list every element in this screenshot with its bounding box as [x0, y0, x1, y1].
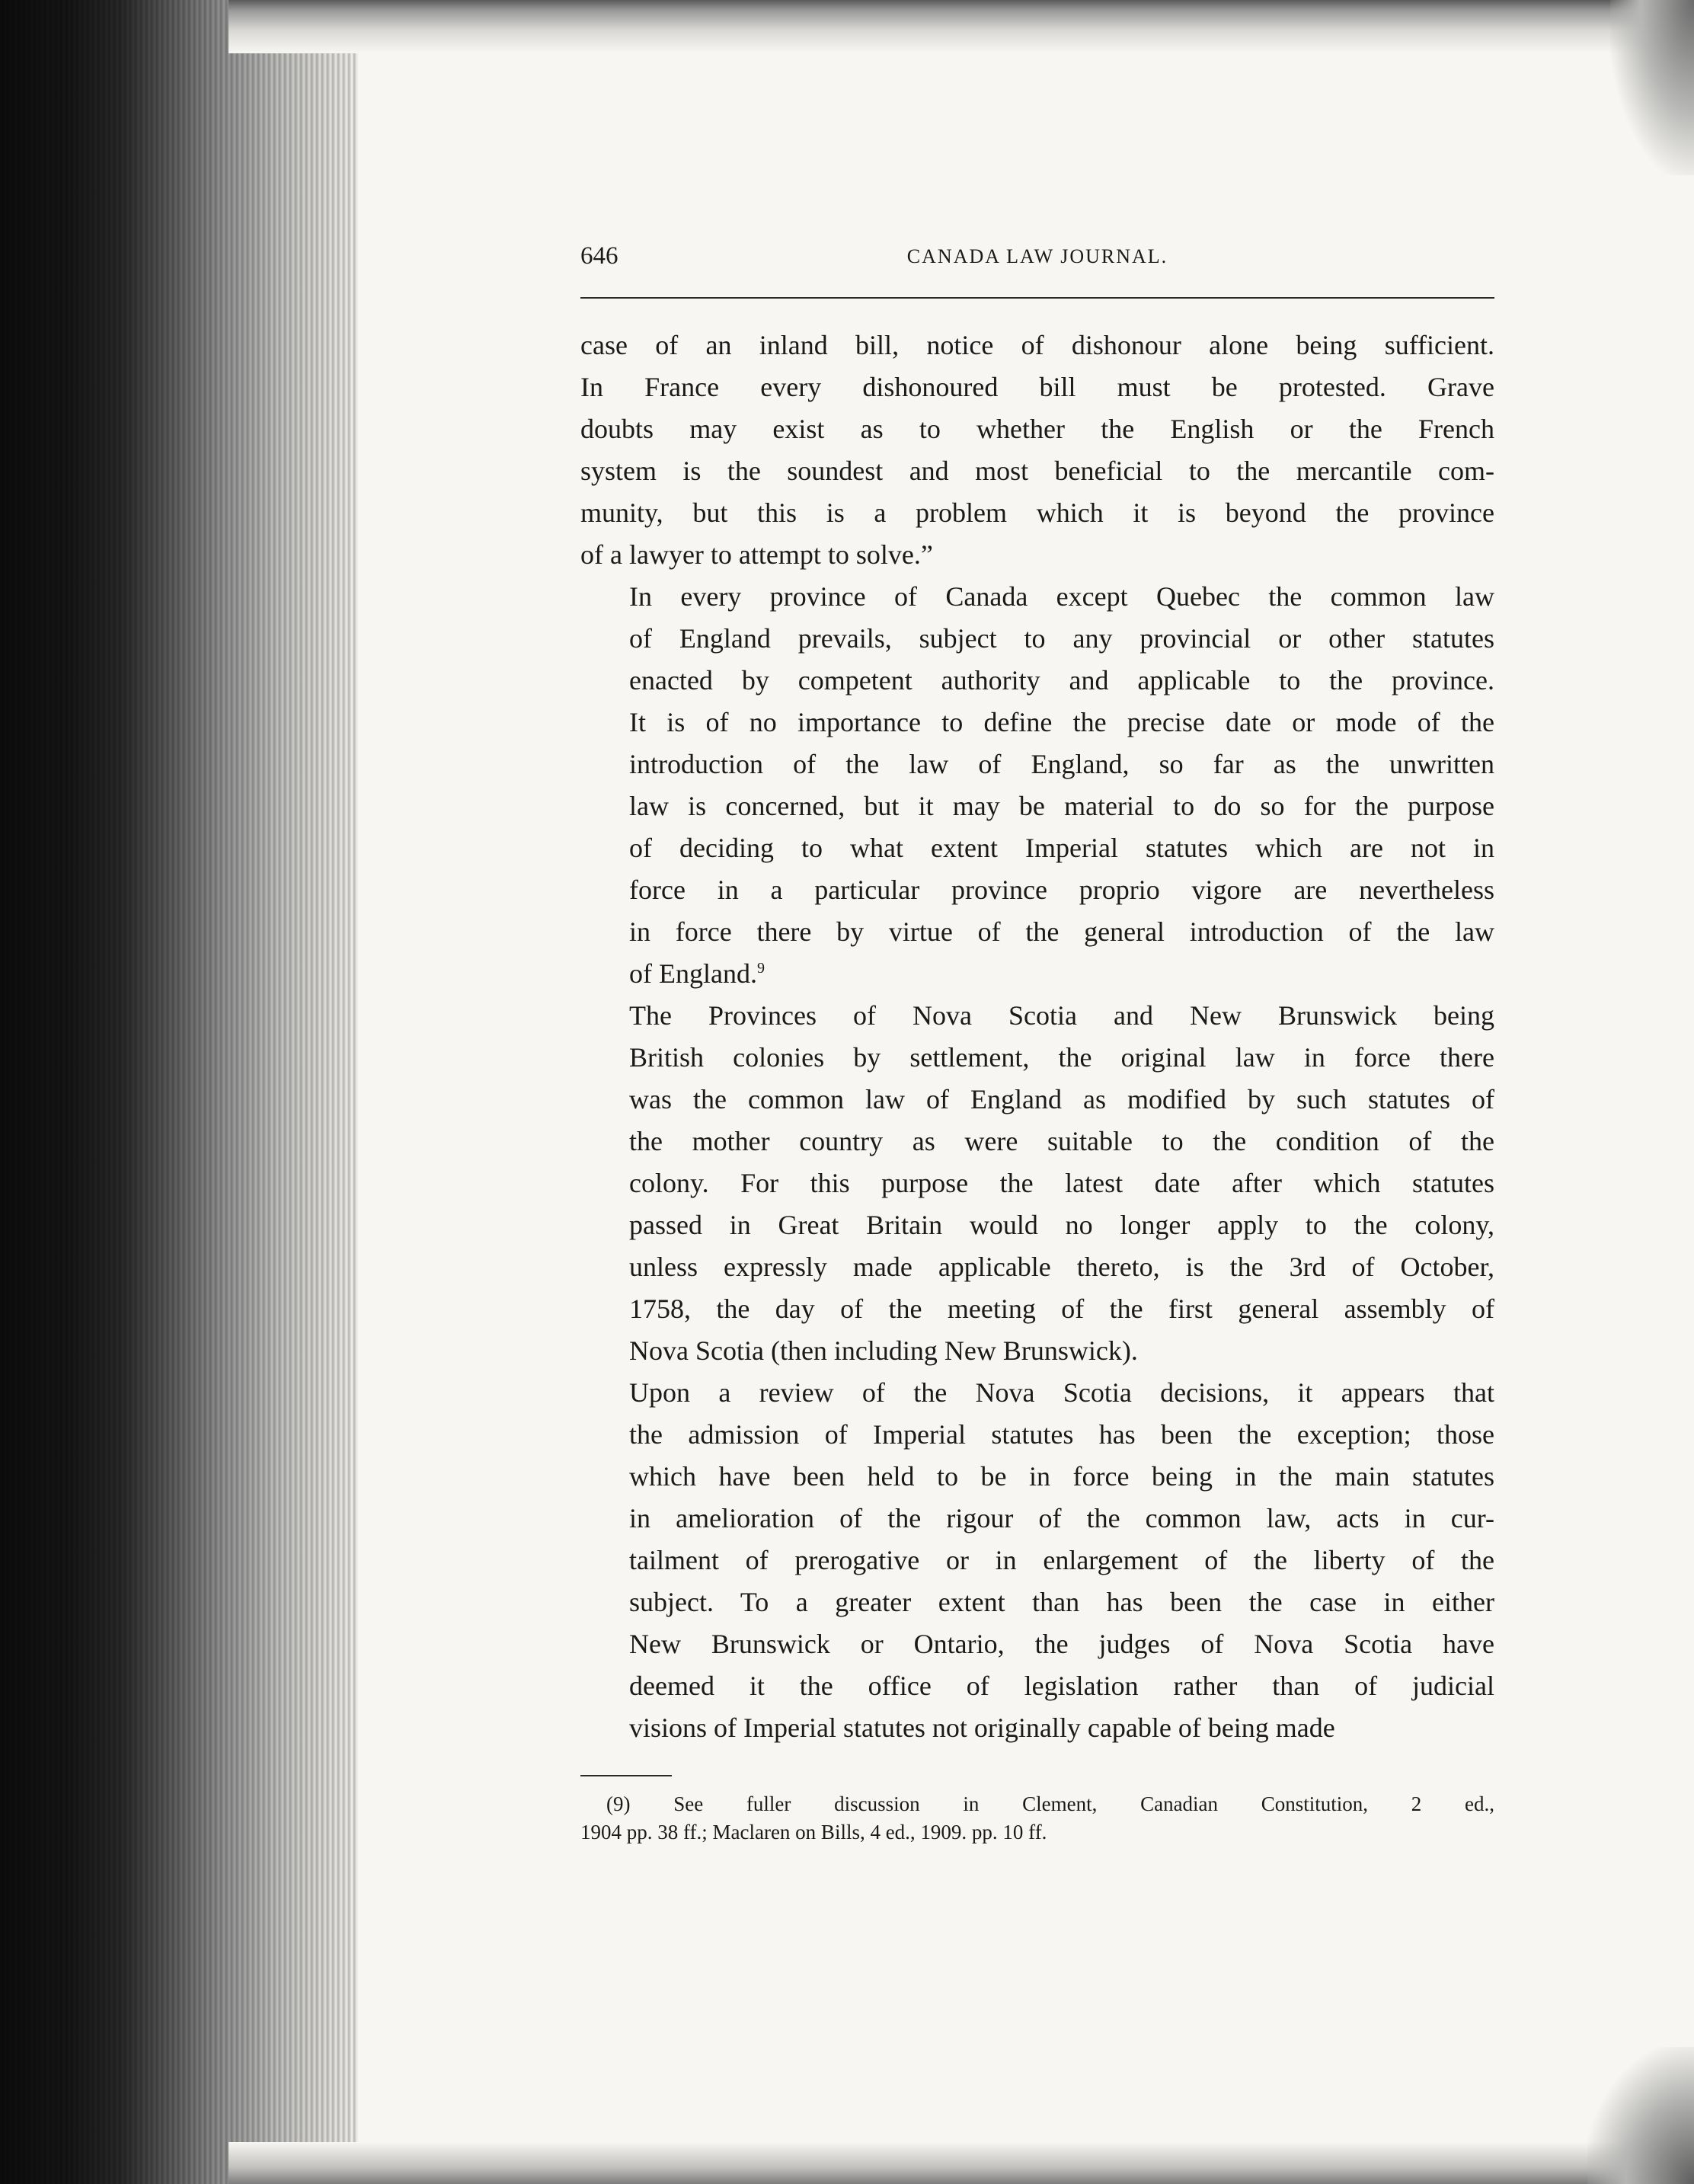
text-line: deemed it the office of legislation rather than of judicial [629, 1671, 1494, 1701]
footnote-line: 1904 pp. 38 ff.; Maclaren on Bills, 4 ed., 1909. pp. 10 ff. [580, 1821, 1047, 1843]
text-line: colony. For this purpose the latest date after which statutes [629, 1168, 1494, 1198]
text-line: The Provinces of Nova Scotia and New Brunswick being [629, 1000, 1494, 1031]
scan-corner-shadow-bottom [1587, 2047, 1694, 2184]
page-number: 646 [580, 242, 618, 270]
text-line: in force there by virtue of the general introduction of the law [629, 916, 1494, 947]
text-line: munity, but this is a problem which it is beyond the province [580, 497, 1494, 528]
text-line: It is of no importance to define the precise date or mode of the [629, 707, 1494, 737]
scan-corner-shadow-top [1610, 0, 1694, 175]
header-rule [580, 297, 1494, 299]
scan-bottom-shadow [229, 2142, 1694, 2184]
text-line: in amelioration of the rigour of the common law, acts in cur- [629, 1503, 1494, 1533]
text-line: tailment of prerogative or in enlargement of the liberty of the [629, 1545, 1494, 1575]
paragraph [580, 995, 1494, 1372]
text-line: Nova Scotia (then including New Brunswick). [629, 1335, 1138, 1366]
footnote-reference: 9 [756, 960, 765, 977]
text-line: of a lawyer to attempt to solve.” [580, 539, 933, 570]
text-line: of England.$^9$ [629, 958, 765, 989]
journal-page [580, 242, 1494, 1847]
text-line: introduction of the law of England, so far as the unwritten [629, 749, 1494, 779]
text-line: enacted by competent authority and applicable to the province. [629, 665, 1494, 695]
scan-top-shadow [229, 0, 1694, 53]
footnote [580, 1790, 1494, 1847]
footnote-line: (9) See fuller discussion in Clement, Canadian Constitution, 2 ed., [606, 1792, 1494, 1815]
text-line: In France every dishonoured bill must be protested. Grave [580, 372, 1494, 402]
text-line: doubts may exist as to whether the English or the French [580, 414, 1494, 444]
paragraph [580, 325, 1494, 576]
text-line: subject. To a greater extent than has been the case in either [629, 1587, 1494, 1617]
text-line: law is concerned, but it may be material to do so for the purpose [629, 791, 1494, 821]
text-line: the mother country as were suitable to the condition of the [629, 1126, 1494, 1156]
text-line: Upon a review of the Nova Scotia decisions, it appears that [629, 1377, 1494, 1408]
text-line: British colonies by settlement, the original law in force there [629, 1042, 1494, 1073]
footnote-rule [580, 1775, 672, 1776]
text-line: In every province of Canada except Quebec the common law [629, 581, 1494, 612]
text-line: was the common law of England as modified by such statutes of [629, 1084, 1494, 1114]
paragraph [580, 1372, 1494, 1749]
text-line: unless expressly made applicable thereto, is the 3rd of October, [629, 1252, 1494, 1282]
text-line: of England prevails, subject to any provincial or other statutes [629, 623, 1494, 654]
text-line: system is the soundest and most beneficial to the mercantile com- [580, 456, 1494, 486]
running-title: CANADA LAW JOURNAL. [906, 245, 1168, 267]
body-text [580, 325, 1494, 1749]
page-header [580, 242, 1494, 280]
text-line: passed in Great Britain would no longer apply to the colony, [629, 1210, 1494, 1240]
text-line: visions of Imperial statutes not originally capable of being made [629, 1712, 1335, 1743]
text-line: case of an inland bill, notice of dishonour alone being sufficient. [580, 330, 1494, 360]
text-line: New Brunswick or Ontario, the judges of Nova Scotia have [629, 1629, 1494, 1659]
text-line: 1758, the day of the meeting of the first general assembly of [629, 1293, 1494, 1324]
paragraph [580, 576, 1494, 995]
scan-binding-shadow [0, 0, 358, 2184]
text-line: force in a particular province proprio vigore are nevertheless [629, 875, 1494, 905]
text-line: which have been held to be in force being in the main statutes [629, 1461, 1494, 1492]
text-line: of deciding to what extent Imperial statutes which are not in [629, 833, 1494, 863]
text-line: the admission of Imperial statutes has been the exception; those [629, 1419, 1494, 1450]
